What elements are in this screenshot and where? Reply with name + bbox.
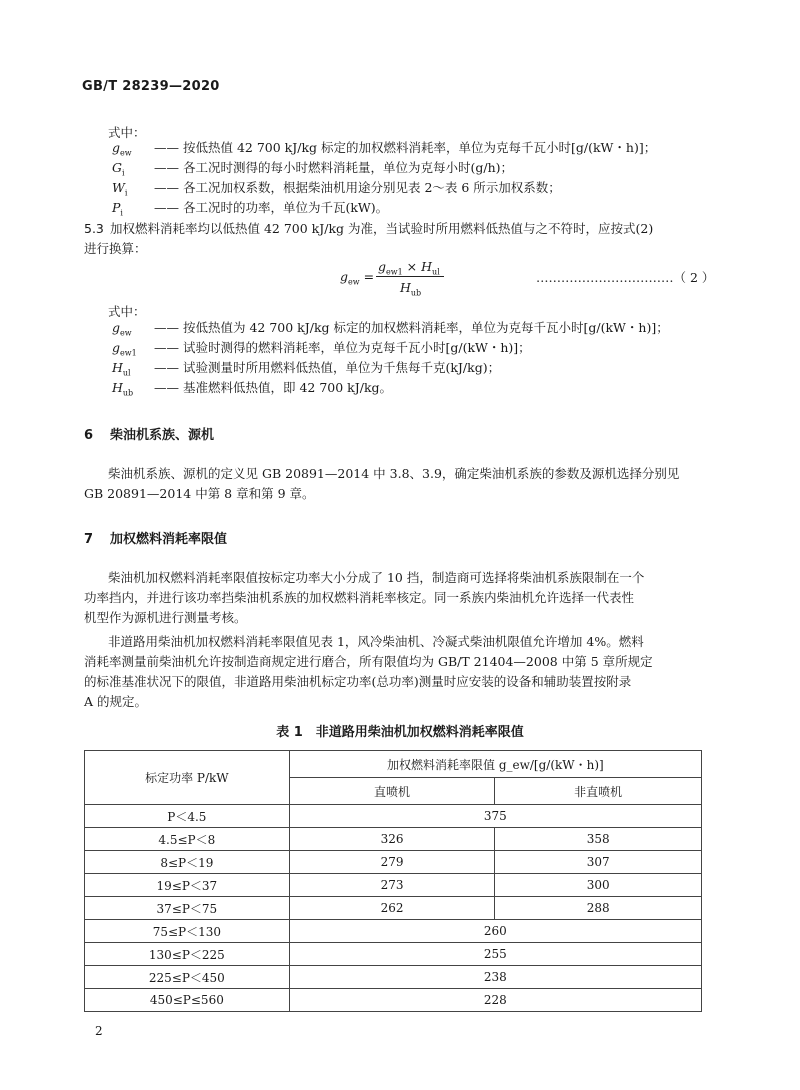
cell-power: 75≤P＜130 bbox=[85, 920, 290, 943]
definition-text: —— 基准燃料低热值，即 42 700 kJ/kg。 bbox=[154, 380, 393, 395]
cell-power: 450≤P≤560 bbox=[85, 989, 290, 1012]
definition-row bbox=[112, 180, 656, 200]
cell-direct: 326 bbox=[289, 828, 495, 851]
cell-power: 4.5≤P＜8 bbox=[85, 828, 290, 851]
header-limit: 加权燃料消耗率限值 g_ew/[g/(kW・h)] bbox=[289, 751, 701, 778]
header-rated-power: 标定功率 P/kW bbox=[85, 751, 290, 805]
cell-limit: 255 bbox=[289, 943, 701, 966]
section-7-para-line: 非道路用柴油机加权燃料消耗率限值见表 1，风冷柴油机、冷凝式柴油机限值允许增加 4%。燃料 bbox=[108, 634, 644, 649]
definition-list-2 bbox=[112, 320, 669, 400]
definition-text: —— 试验测量时所用燃料低热值，单位为千焦每千克(kJ/kg)； bbox=[154, 360, 501, 375]
symbol: $H_{ul}$ bbox=[112, 360, 131, 378]
symbol: $G_i$ bbox=[112, 160, 125, 178]
section-7-para-line: 消耗率测量前柴油机允许按制造商规定进行磨合，所有限值均为 GB/T 21404—2008 中第 5 章所规定 bbox=[84, 654, 653, 669]
fraction-bar bbox=[376, 276, 444, 277]
clause-text-line1: 加权燃料消耗率均以低热值 42 700 kJ/kg 为准，当试验时所用燃料低热值与之不符时，应按式(2) bbox=[110, 221, 654, 236]
definition-row bbox=[112, 140, 656, 160]
clause-text-line2: 进行换算： bbox=[84, 241, 147, 256]
clause-number: 5.3 bbox=[84, 221, 104, 236]
cell-limit: 375 bbox=[289, 805, 701, 828]
clause-5-3 bbox=[84, 221, 653, 237]
definition-row bbox=[112, 340, 669, 360]
cell-power: 37≤P＜75 bbox=[85, 897, 290, 920]
definition-text: —— 试验时测得的燃料消耗率，单位为克每千瓦小时[g/(kW・h)]； bbox=[154, 340, 531, 355]
cell-power: 19≤P＜37 bbox=[85, 874, 290, 897]
table-1-caption: 表 1 非道路用柴油机加权燃料消耗率限值 bbox=[276, 725, 524, 740]
cell-direct: 262 bbox=[289, 897, 495, 920]
symbol: $W_i$ bbox=[112, 180, 128, 198]
table-row bbox=[85, 943, 702, 966]
section-7-heading bbox=[84, 528, 227, 547]
section-6-heading bbox=[84, 424, 214, 443]
table-row bbox=[85, 874, 702, 897]
section-number: 7 bbox=[84, 532, 94, 547]
table-row bbox=[85, 828, 702, 851]
section-title: 加权燃料消耗率限值 bbox=[110, 532, 228, 547]
definition-row bbox=[112, 160, 656, 180]
cell-indirect: 307 bbox=[495, 851, 702, 874]
section-number: 6 bbox=[84, 428, 94, 443]
section-7-para-line: A 的规定。 bbox=[84, 694, 148, 709]
section-6-para-line: GB 20891—2014 中第 8 章和第 9 章。 bbox=[84, 486, 315, 501]
definition-row bbox=[112, 360, 669, 380]
section-7-para-line: 的标准基准状况下的限值，非道路用柴油机标定功率(总功率)测量时应安装的设备和辅助装置按附录 bbox=[84, 674, 632, 689]
section-6-para-line: 柴油机系族、源机的定义见 GB 20891—2014 中 3.8、3.9，确定柴油机系族的参数及源机选择分别见 bbox=[108, 466, 680, 481]
section-7-para-line: 机型作为源机进行测量考核。 bbox=[84, 610, 247, 625]
symbol: $g_{ew1}$ bbox=[112, 340, 137, 358]
formula-2 bbox=[340, 256, 450, 298]
definition-text: —— 各工况加权系数，根据柴油机用途分别见表 2～表 6 所示加权系数； bbox=[154, 180, 561, 195]
table-row bbox=[85, 851, 702, 874]
definition-text: —— 各工况时测得的每小时燃料消耗量，单位为克每小时(g/h)； bbox=[154, 160, 513, 175]
cell-direct: 279 bbox=[289, 851, 495, 874]
cell-indirect: 300 bbox=[495, 874, 702, 897]
formula-numerator: $g_{ew1} \times H_{ul}$ bbox=[378, 259, 440, 277]
table-row bbox=[85, 805, 702, 828]
where-intro-1: 式中： bbox=[108, 125, 146, 140]
page-number: 2 bbox=[95, 1024, 103, 1038]
cell-limit: 260 bbox=[289, 920, 701, 943]
definition-text: —— 按低热值为 42 700 kJ/kg 标定的加权燃料消耗率，单位为克每千瓦小时[g/(kW・h)]； bbox=[154, 320, 669, 335]
symbol: $P_i$ bbox=[112, 200, 123, 218]
formula-lhs: $g_{ew}$ = bbox=[340, 269, 375, 287]
table-row bbox=[85, 966, 702, 989]
formula-denominator: $H_{ub}$ bbox=[400, 280, 422, 298]
cell-indirect: 358 bbox=[495, 828, 702, 851]
section-7-para-line: 柴油机加权燃料消耗率限值按标定功率大小分成了 10 挡，制造商可选择将柴油机系族限制在一个 bbox=[108, 570, 645, 585]
table-row bbox=[85, 920, 702, 943]
header-indirect-injection: 非直喷机 bbox=[495, 778, 702, 805]
cell-limit: 228 bbox=[289, 989, 701, 1012]
definition-list-1 bbox=[112, 140, 656, 220]
cell-power: 130≤P＜225 bbox=[85, 943, 290, 966]
equation-number: ……………………………（ 2 ） bbox=[536, 270, 715, 285]
definition-text: —— 各工况时的功率，单位为千瓦(kW)。 bbox=[154, 200, 389, 215]
cell-direct: 273 bbox=[289, 874, 495, 897]
table-1 bbox=[84, 750, 702, 1012]
symbol: $g_{ew}$ bbox=[112, 140, 132, 158]
table-row bbox=[85, 897, 702, 920]
table-row bbox=[85, 989, 702, 1012]
definition-row bbox=[112, 200, 656, 220]
cell-limit: 238 bbox=[289, 966, 701, 989]
cell-power: 8≤P＜19 bbox=[85, 851, 290, 874]
cell-power: P＜4.5 bbox=[85, 805, 290, 828]
definition-text: —— 按低热值 42 700 kJ/kg 标定的加权燃料消耗率，单位为克每千瓦小时[g/(kW・h)]； bbox=[154, 140, 657, 155]
cell-power: 225≤P＜450 bbox=[85, 966, 290, 989]
definition-row bbox=[112, 380, 669, 400]
where-intro-2: 式中： bbox=[108, 304, 146, 319]
definition-row bbox=[112, 320, 669, 340]
section-7-para-line: 功率挡内，并进行该功率挡柴油机系族的加权燃料消耗率核定。同一系族内柴油机允许选择一代表性 bbox=[84, 590, 635, 605]
symbol: $H_{ub}$ bbox=[112, 380, 134, 398]
document-code-header: GB/T 28239—2020 bbox=[82, 79, 220, 94]
section-title: 柴油机系族、源机 bbox=[110, 428, 215, 443]
cell-indirect: 288 bbox=[495, 897, 702, 920]
header-direct-injection: 直喷机 bbox=[289, 778, 495, 805]
symbol: $g_{ew}$ bbox=[112, 320, 132, 338]
